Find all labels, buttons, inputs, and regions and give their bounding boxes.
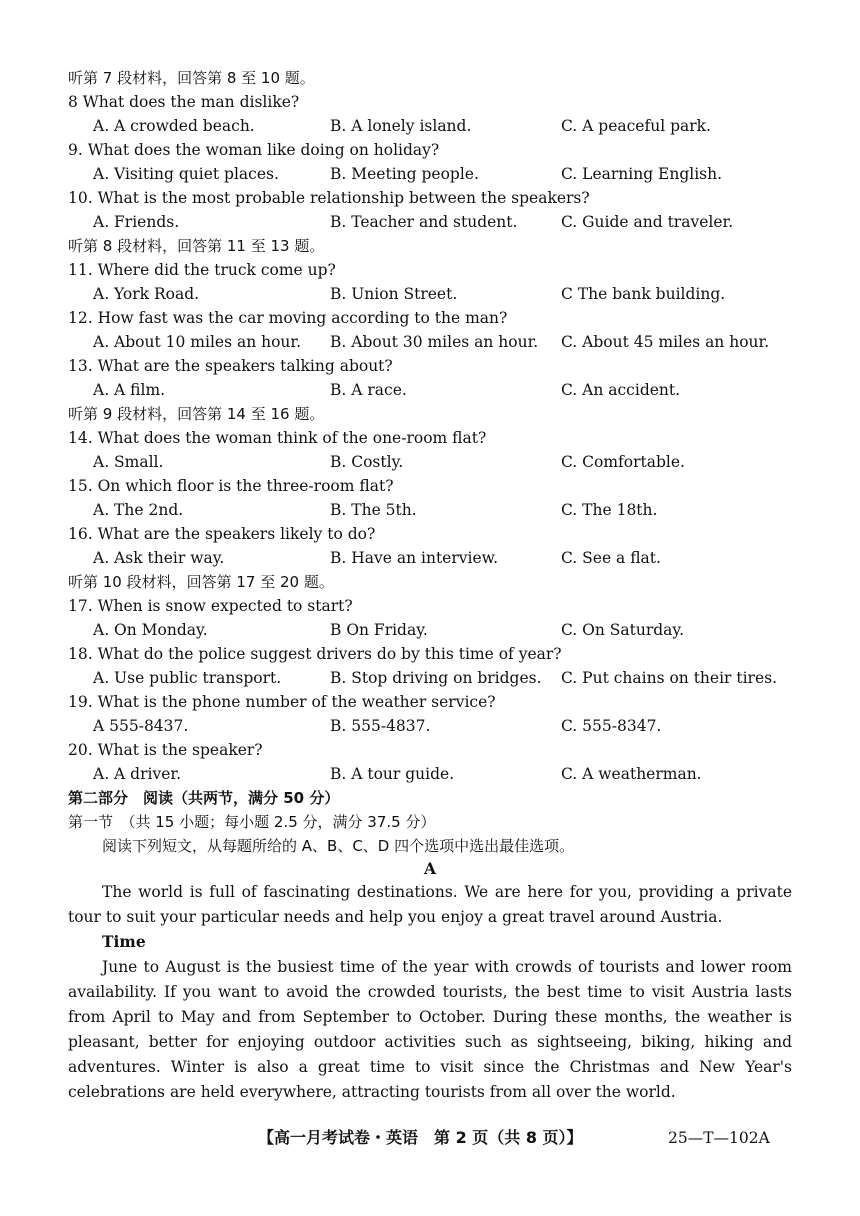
option-8a: A. A crowded beach. (93, 117, 255, 135)
option-12b: B. About 30 miles an hour. (330, 333, 539, 351)
option-12a: A. About 10 miles an hour. (93, 333, 302, 351)
option-20c: C. A weatherman. (561, 765, 702, 783)
option-10c: C. Guide and traveler. (561, 213, 734, 231)
option-13b: B. A race. (330, 381, 407, 399)
question-18: 18. What do the police suggest drivers do by this time of year? (68, 645, 562, 663)
option-8c: C. A peaceful park. (561, 117, 711, 135)
option-14b: B. Costly. (330, 453, 404, 471)
option-19b: B. 555-4837. (330, 717, 431, 735)
option-11c: C The bank building. (561, 285, 726, 303)
question-19: 19. What is the phone number of the weather service? (68, 693, 496, 711)
option-10a: A. Friends. (93, 213, 180, 231)
question-13: 13. What are the speakers talking about? (68, 357, 393, 375)
question-11: 11. Where did the truck come up? (68, 261, 336, 279)
question-15: 15. On which floor is the three-room flat? (68, 477, 394, 495)
reading-instruction: 阅读下列短文，从每题所给的 A、B、C、D 四个选项中选出最佳选项。 (102, 837, 575, 855)
subhead-time: Time (102, 932, 146, 951)
option-10b: B. Teacher and student. (330, 213, 518, 231)
question-10: 10. What is the most probable relationship between the speakers? (68, 189, 590, 207)
option-16b: B. Have an interview. (330, 549, 499, 567)
question-20: 20. What is the speaker? (68, 741, 263, 759)
page-footer (0, 1124, 860, 1152)
option-8b: B. A lonely island. (330, 117, 472, 135)
option-17b: B On Friday. (330, 621, 428, 639)
option-9c: C. Learning English. (561, 165, 723, 183)
option-16a: A. Ask their way. (93, 549, 225, 567)
section-header-8: 听第 8 段材料，回答第 11 至 13 题。 (68, 237, 325, 255)
option-18c: C. Put chains on their tires. (561, 669, 778, 687)
question-16: 16. What are the speakers likely to do? (68, 525, 376, 543)
footer-title: 【高一月考试卷・英语 第 2 页（共 8 页）】 (258, 1128, 583, 1147)
option-20a: A. A driver. (93, 765, 182, 783)
option-18a: A. Use public transport. (93, 669, 282, 687)
section-header-9: 听第 9 段材料，回答第 14 至 16 题。 (68, 405, 325, 423)
option-20b: B. A tour guide. (330, 765, 455, 783)
option-15c: C. The 18th. (561, 501, 658, 519)
option-17c: C. On Saturday. (561, 621, 685, 639)
option-14a: A. Small. (93, 453, 164, 471)
part2-heading: 第二部分 阅读（共两节，满分 50 分） (68, 789, 340, 807)
option-11a: A. York Road. (93, 285, 200, 303)
option-9a: A. Visiting quiet places. (93, 165, 279, 183)
passage-paragraph-2: June to August is the busiest time of the year with crowds of tourists and lower room availability. If you want to avoid the crowded tourists, the best time to visit Austria lasts from April to May and from September to October. During these months, the weather is pleasant, better for enjoying outdoor activities such as sightseeing, biking, hiking and adventures. Winter is also a great time to visit since the Christmas and New Year's celebrations are held everywhere, attracting tourists from all over the world. (68, 958, 792, 1101)
passage-label: A (423, 859, 437, 878)
footer-code: 25—T—102A (668, 1129, 770, 1147)
question-12: 12. How fast was the car moving according to the man? (68, 309, 508, 327)
option-19c: C. 555-8347. (561, 717, 662, 735)
option-14c: C. Comfortable. (561, 453, 685, 471)
option-16c: C. See a flat. (561, 549, 661, 567)
option-15a: A. The 2nd. (93, 501, 184, 519)
passage-paragraph-1: The world is full of fascinating destinations. We are here for you, providing a private tour to suit your particular needs and help you enjoy a great travel around Austria. (68, 883, 792, 926)
option-17a: A. On Monday. (93, 621, 208, 639)
option-13c: C. An accident. (561, 381, 681, 399)
question-8: 8 What does the man dislike? (68, 93, 300, 111)
option-18b: B. Stop driving on bridges. (330, 669, 542, 687)
option-12c: C. About 45 miles an hour. (561, 333, 770, 351)
question-14: 14. What does the woman think of the one-room flat? (68, 429, 487, 447)
option-13a: A. A film. (93, 381, 166, 399)
section-header-10: 听第 10 段材料，回答第 17 至 20 题。 (68, 573, 334, 591)
option-11b: B. Union Street. (330, 285, 458, 303)
question-9: 9. What does the woman like doing on holiday? (68, 141, 440, 159)
question-17: 17. When is snow expected to start? (68, 597, 353, 615)
option-15b: B. The 5th. (330, 501, 417, 519)
section-header-7: 听第 7 段材料，回答第 8 至 10 题。 (68, 69, 315, 87)
option-9b: B. Meeting people. (330, 165, 479, 183)
section1-heading: 第一节 （共 15 小题；每小题 2.5 分，满分 37.5 分） (68, 813, 436, 831)
option-19a: A 555-8437. (93, 717, 189, 735)
